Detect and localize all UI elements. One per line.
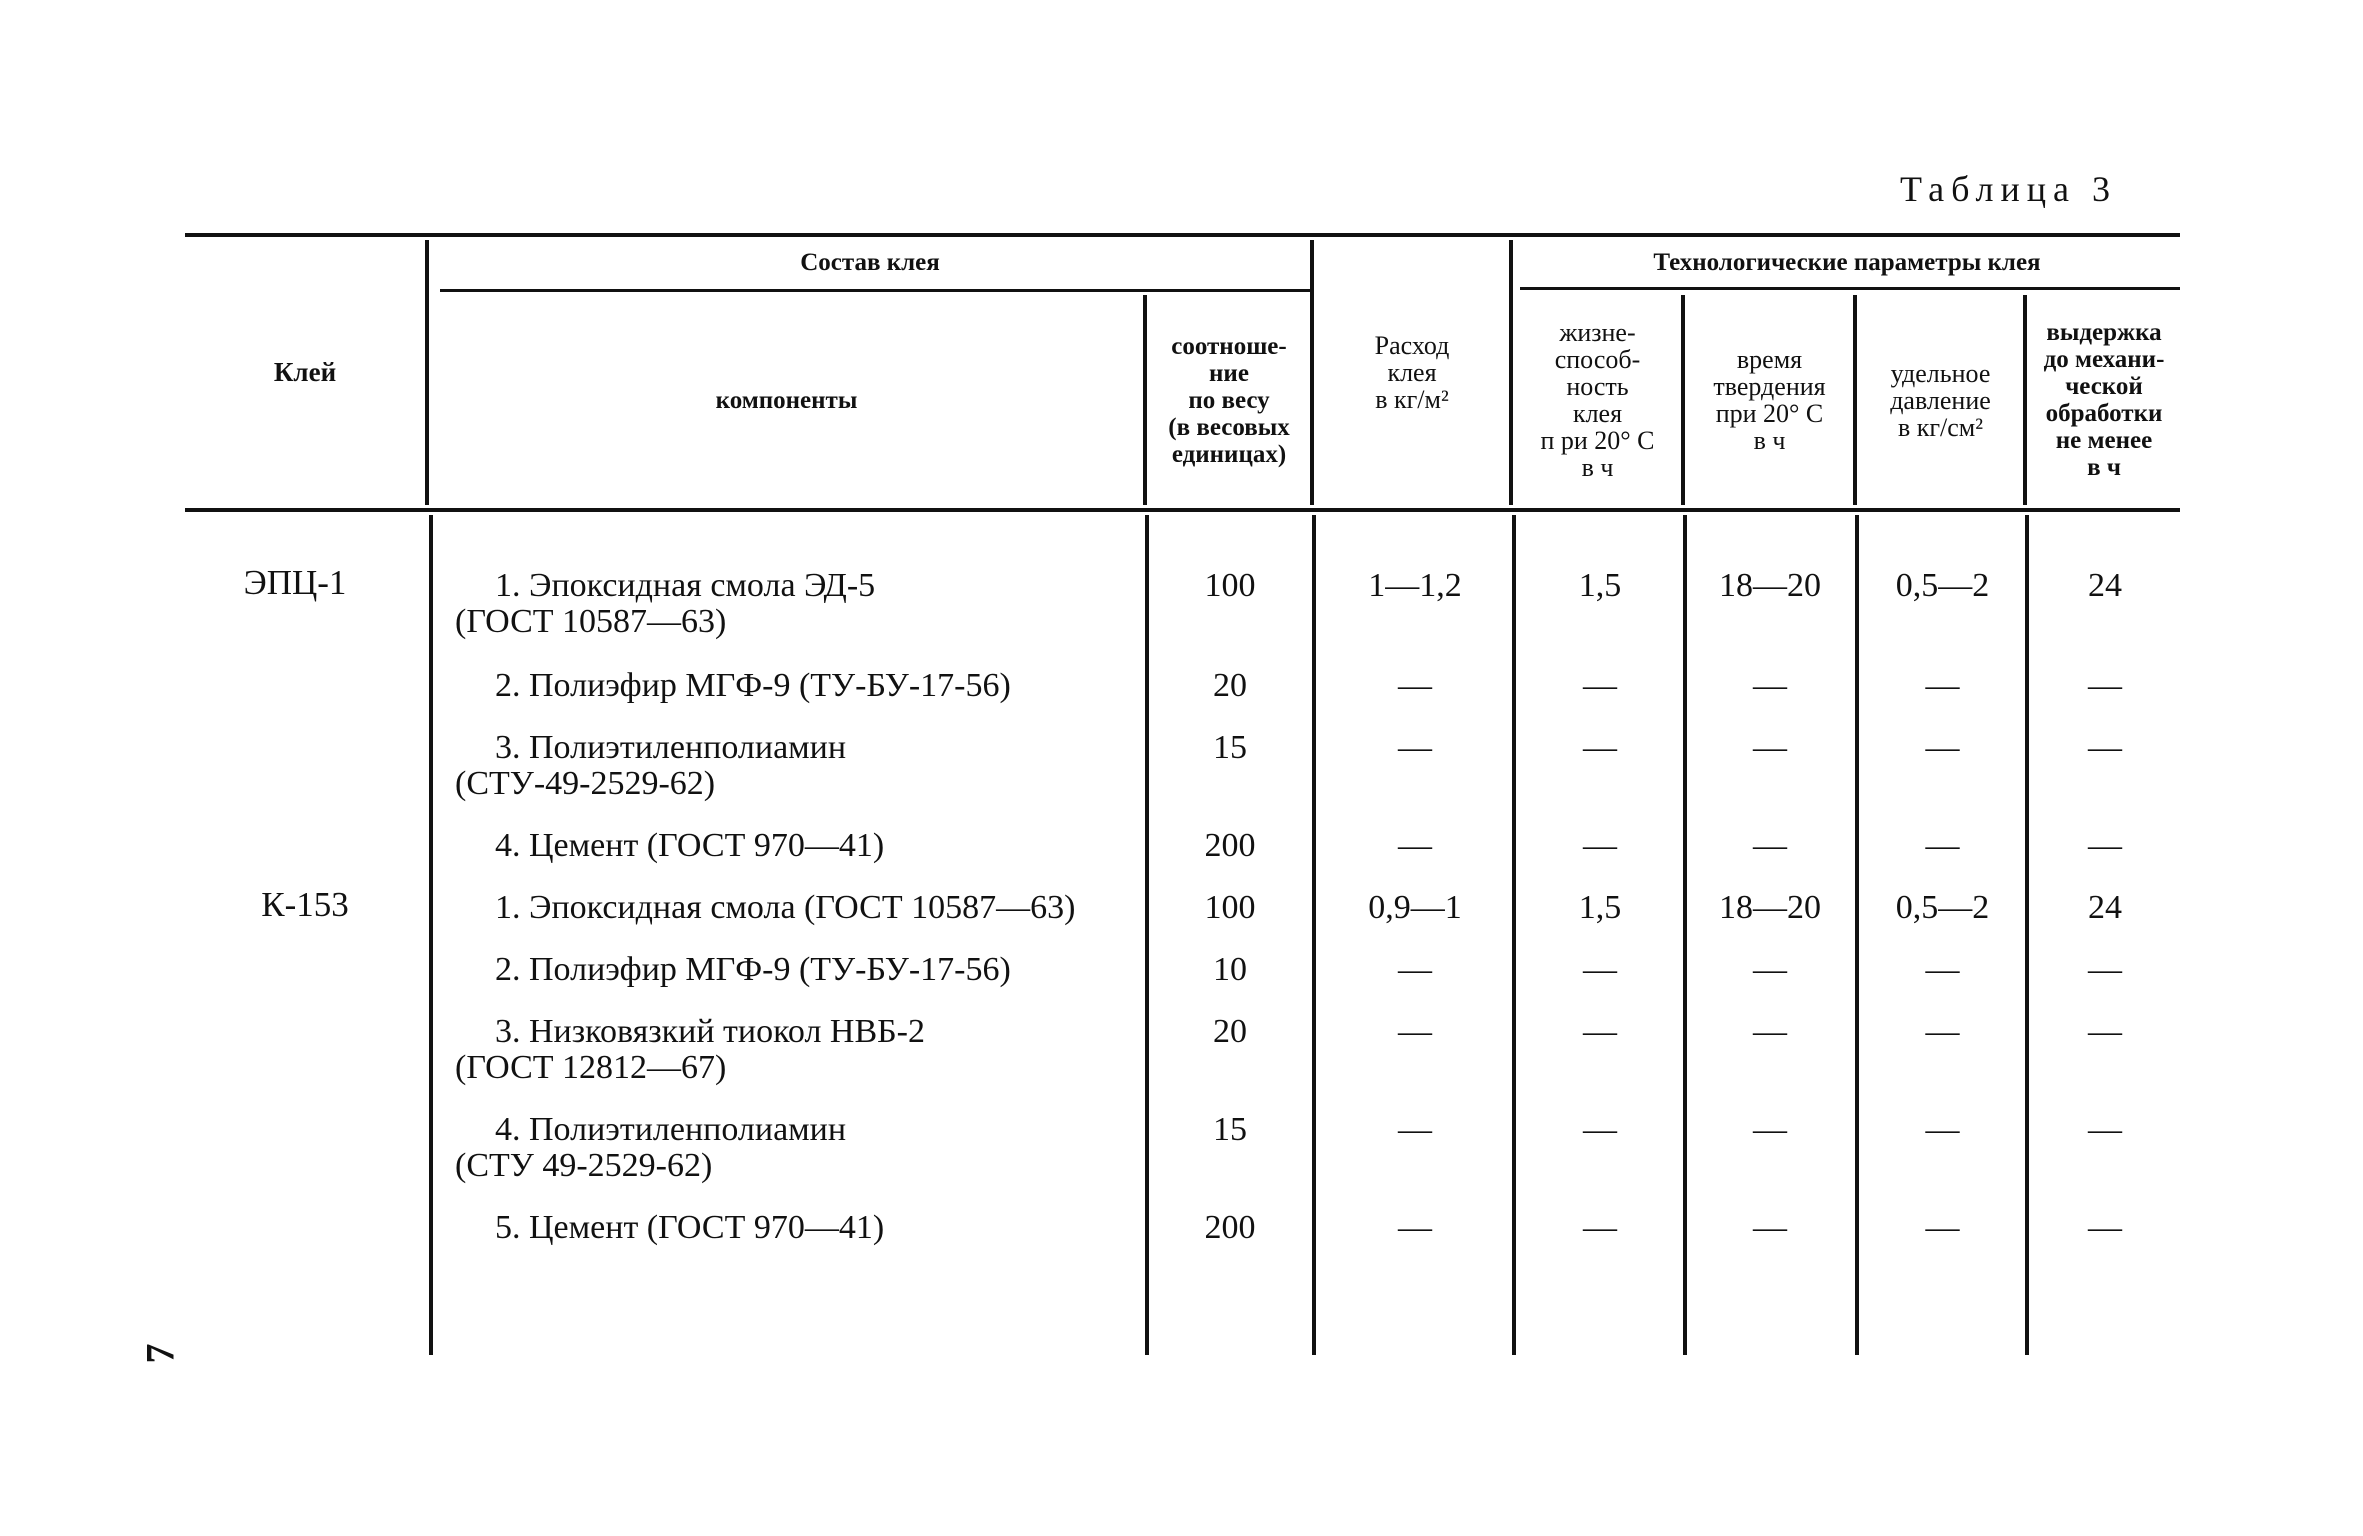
header-components: компоненты: [715, 386, 858, 414]
header-pressure-line: удельное: [1890, 358, 1991, 388]
header-curetime-line: при 20° С: [1715, 399, 1824, 428]
header-pressure-line: давление: [1890, 385, 1991, 415]
component-line: 1. Эпоксидная смола (ГОСТ 10587—63): [495, 889, 1076, 926]
header-tech-params: Технологические параметры клея: [1653, 249, 2041, 276]
consumption-value: 1—1,2: [1368, 567, 1462, 604]
component-text: [455, 828, 1145, 864]
header-consumption-line: клея: [1387, 358, 1437, 387]
header-pot-life: [1514, 295, 1681, 505]
header-glue: Клей: [273, 357, 337, 387]
component-line: (СТУ-49-2529-62): [455, 765, 716, 802]
hold-value: —: [2088, 667, 2122, 704]
header-composition: Состав клея: [800, 249, 940, 276]
component-text: [455, 952, 1145, 988]
curetime-value: —: [1753, 827, 1787, 864]
potlife-value: 1,5: [1578, 889, 1622, 926]
header-hold-line: выдержка: [2046, 319, 2162, 346]
table-top-rule: [185, 233, 2180, 237]
pressure-value: —: [1925, 1111, 1960, 1148]
component-line: 4. Полиэтиленполиамин: [495, 1111, 847, 1148]
tech-params-subrule: [1520, 287, 2180, 290]
header-divider-potlife: [1681, 295, 1685, 505]
consumption-value: —: [1398, 1013, 1432, 1050]
header-consumption-line: в кг/м²: [1375, 385, 1449, 414]
component-line: 3. Низковязкий тиокол НВБ-2: [495, 1013, 925, 1050]
curetime-value: —: [1753, 1111, 1787, 1148]
header-pressure: [1858, 295, 2023, 505]
header-potlife-line: способ-: [1554, 345, 1641, 374]
header-ratio-line: по весу: [1188, 386, 1270, 414]
ratio-value: 20: [1213, 667, 1247, 704]
header-consumption-line: Расход: [1374, 331, 1450, 360]
curetime-value: —: [1753, 1209, 1787, 1246]
composition-subrule: [440, 289, 1310, 292]
hold-value: —: [2088, 729, 2122, 766]
consumption-value: —: [1398, 729, 1432, 766]
header-curetime-line: время: [1736, 345, 1803, 374]
header-potlife-line: жизне-: [1559, 318, 1636, 347]
glue-name: К-153: [261, 885, 349, 924]
component-line: (ГОСТ 10587—63): [455, 603, 727, 640]
header-curetime-line: твердения: [1713, 372, 1826, 401]
hold-value: —: [2088, 1013, 2122, 1050]
header-divider-pressure: [2023, 295, 2027, 505]
ratio-value: 15: [1213, 729, 1247, 766]
header-divider-consumption: [1509, 240, 1513, 505]
component-text: [455, 668, 1145, 704]
header-potlife-line: в ч: [1581, 453, 1614, 482]
header-ratio-line: соотноше-: [1171, 332, 1287, 360]
body-divider-glue: [429, 515, 433, 1355]
header-divider-glue: [425, 240, 429, 505]
component-line: (СТУ 49-2529-62): [455, 1147, 713, 1184]
hold-value: —: [2088, 1111, 2122, 1148]
header-hold-line: не менее: [2055, 427, 2153, 454]
hold-value: 24: [2088, 567, 2122, 604]
pressure-value: —: [1925, 827, 1960, 864]
ratio-value: 15: [1213, 1111, 1247, 1148]
ratio-value: 200: [1204, 827, 1256, 864]
header-consumption: [1315, 240, 1509, 505]
curetime-value: —: [1753, 729, 1787, 766]
body-divider-potlife: [1683, 515, 1687, 1355]
potlife-value: —: [1583, 951, 1617, 988]
header-divider-curetime: [1853, 295, 1857, 505]
curetime-value: —: [1753, 1013, 1787, 1050]
component-text: [455, 568, 1145, 640]
header-hold-line: обработки: [2045, 400, 2163, 427]
header-hold-line: до механи-: [2043, 346, 2165, 373]
header-pressure-line: в кг/см²: [1897, 412, 1984, 442]
body-divider-components: [1145, 515, 1149, 1355]
potlife-value: 1,5: [1578, 567, 1622, 604]
consumption-value: 0,9—1: [1368, 889, 1462, 926]
hold-value: 24: [2088, 889, 2122, 926]
glue-name: ЭПЦ-1: [243, 563, 347, 602]
table-caption: Таблица 3: [1900, 169, 2117, 209]
pressure-value: 0,5—2: [1895, 889, 1990, 926]
potlife-value: —: [1583, 667, 1617, 704]
pressure-value: 0,5—2: [1895, 567, 1990, 604]
component-text: [455, 1112, 1145, 1184]
pressure-value: —: [1925, 729, 1960, 766]
header-ratio: [1148, 295, 1310, 505]
component-line: 3. Полиэтиленполиамин: [495, 729, 847, 766]
ratio-value: 10: [1213, 951, 1247, 988]
consumption-value: —: [1398, 667, 1432, 704]
header-curetime-line: в ч: [1753, 426, 1786, 455]
header-potlife-line: п ри 20° С: [1540, 426, 1655, 455]
curetime-value: —: [1753, 951, 1787, 988]
body-divider-ratio: [1312, 515, 1316, 1355]
header-hold: [2028, 295, 2180, 505]
header-divider-components: [1143, 295, 1147, 505]
component-line: 4. Цемент (ГОСТ 970—41): [495, 827, 885, 864]
header-hold-line: ческой: [2065, 373, 2143, 400]
consumption-value: —: [1398, 1209, 1432, 1246]
header-cure-time: [1686, 295, 1853, 505]
header-ratio-line: (в весовых: [1168, 413, 1290, 441]
header-ratio-line: ние: [1209, 359, 1249, 387]
page-number: 7: [137, 1343, 183, 1364]
potlife-value: —: [1583, 1111, 1617, 1148]
component-line: 5. Цемент (ГОСТ 970—41): [495, 1209, 885, 1246]
potlife-value: —: [1583, 827, 1617, 864]
body-divider-curetime: [1855, 515, 1859, 1355]
component-text: [455, 1014, 1145, 1086]
header-potlife-line: ность: [1566, 372, 1629, 401]
consumption-value: —: [1398, 827, 1432, 864]
header-ratio-line: единицах): [1171, 440, 1287, 468]
header-divider-ratio: [1310, 240, 1314, 505]
ratio-value: 100: [1204, 567, 1256, 604]
pressure-value: —: [1925, 1013, 1960, 1050]
component-line: (ГОСТ 12812—67): [455, 1049, 727, 1086]
ratio-value: 20: [1213, 1013, 1247, 1050]
curetime-value: 18—20: [1719, 889, 1821, 926]
potlife-value: —: [1583, 729, 1617, 766]
pressure-value: —: [1925, 667, 1960, 704]
header-bottom-rule: [185, 508, 2180, 512]
component-text: [455, 890, 1145, 926]
consumption-value: —: [1398, 1111, 1432, 1148]
component-text: [455, 730, 1145, 802]
ratio-value: 100: [1204, 889, 1256, 926]
curetime-value: 18—20: [1719, 567, 1821, 604]
hold-value: —: [2088, 1209, 2122, 1246]
component-line: 1. Эпоксидная смола ЭД-5: [495, 567, 876, 604]
potlife-value: —: [1583, 1209, 1617, 1246]
hold-value: —: [2088, 951, 2122, 988]
potlife-value: —: [1583, 1013, 1617, 1050]
hold-value: —: [2088, 827, 2122, 864]
ratio-value: 200: [1204, 1209, 1256, 1246]
pressure-value: —: [1925, 1209, 1960, 1246]
component-text: [455, 1210, 1145, 1246]
pressure-value: —: [1925, 951, 1960, 988]
header-hold-line: в ч: [2087, 454, 2121, 481]
body-divider-consumption: [1512, 515, 1516, 1355]
curetime-value: —: [1753, 667, 1787, 704]
header-potlife-line: клея: [1572, 399, 1623, 428]
body-divider-pressure: [2025, 515, 2029, 1355]
component-line: 2. Полиэфир МГФ-9 (ТУ-БУ-17-56): [495, 951, 1011, 988]
component-line: 2. Полиэфир МГФ-9 (ТУ-БУ-17-56): [495, 667, 1011, 704]
consumption-value: —: [1398, 951, 1432, 988]
